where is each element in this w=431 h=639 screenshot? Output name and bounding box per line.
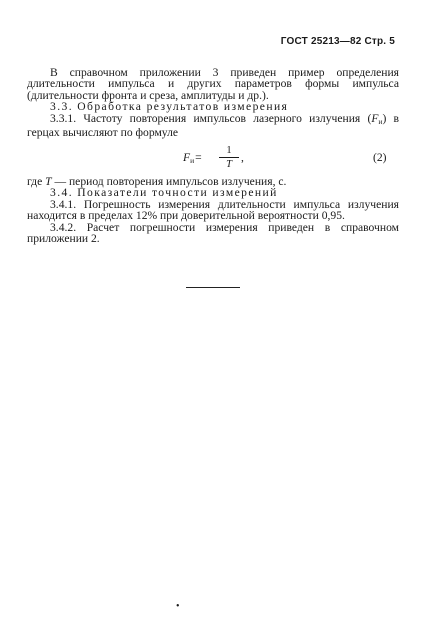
where-text-b: — период повторения импульсов излучения, с. bbox=[51, 175, 287, 188]
formula-fraction-bar bbox=[219, 157, 239, 158]
variable-f-subscript: и bbox=[378, 116, 383, 126]
paragraph-3-4-2: 3.4.2. Расчет погрешности измерения приведен в справочном приложении 2. bbox=[27, 220, 399, 246]
formula-numerator: 1 bbox=[226, 145, 232, 156]
formula-fraction bbox=[219, 145, 239, 170]
page-header: ГОСТ 25213—82 Стр. 5 bbox=[280, 36, 395, 47]
section-heading-3-3: 3.3. Обработка результатов измерения bbox=[50, 100, 289, 114]
formula-comma: , bbox=[241, 151, 244, 164]
text-block-top bbox=[27, 67, 399, 138]
variable-t: T bbox=[45, 175, 52, 188]
formula-lhs-sub: и bbox=[190, 156, 195, 165]
paragraph-3-3-1 bbox=[27, 113, 399, 139]
footer-mark: • bbox=[176, 601, 180, 612]
formula-equals: = bbox=[195, 151, 202, 164]
paragraph-3-3-1-text-a: 3.3.1. Частоту повторения импульсов лазерного излучения ( bbox=[50, 111, 372, 125]
formula-lhs bbox=[183, 151, 202, 165]
section-heading-3-4: 3.4. Показатели точности измерений bbox=[50, 186, 278, 200]
paragraph-appendix-3: В справочном приложении 3 приведен пример определения длительности импульса и других параметров формы импульса (длительности фронта и среза, амплитуды и др.). bbox=[27, 66, 399, 102]
formula-denominator: T bbox=[226, 159, 232, 170]
where-text-a: где bbox=[27, 175, 46, 188]
paragraph-3-3-1-text-b: ) в герцах вычисляют по формуле bbox=[27, 111, 400, 140]
formula-lhs-var: F bbox=[183, 151, 191, 164]
end-rule bbox=[186, 287, 240, 288]
text-block-bottom bbox=[27, 176, 399, 244]
variable-f: F bbox=[371, 111, 379, 125]
paragraph-3-4-1: 3.4.1. Погрешность измерения длительности импульса излучения находится в пределах 12% при доверительной вероятности 0,95. bbox=[27, 197, 399, 223]
formula-number: (2) bbox=[373, 151, 387, 164]
